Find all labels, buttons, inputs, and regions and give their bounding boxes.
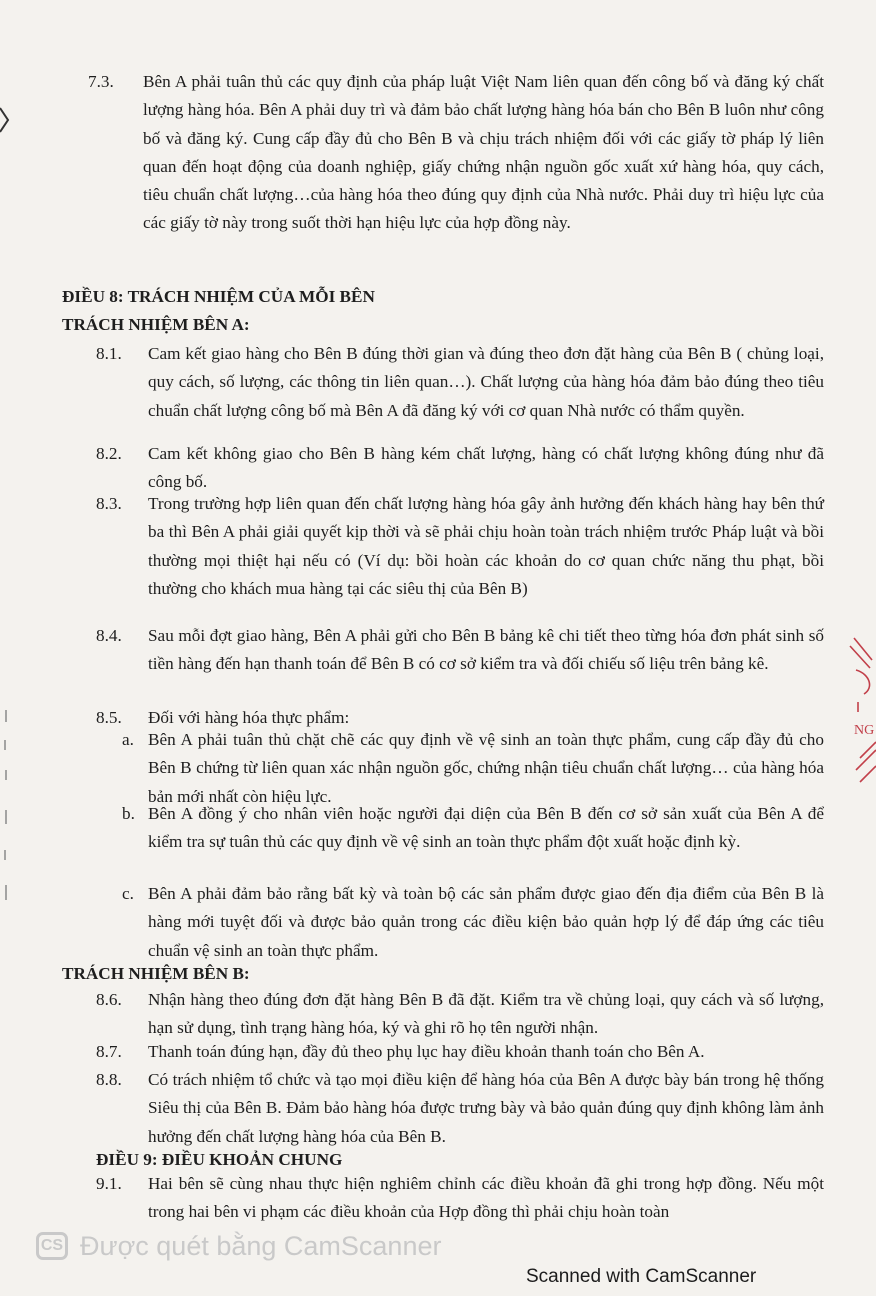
clause-number: a. — [122, 730, 134, 749]
clause-text: Nhận hàng theo đúng đơn đặt hàng Bên B đã đặt. Kiểm tra về chủng loại, quy cách và số lượng, hạn sử dụng, tình trạng hàng hóa, ký và ghi rõ họ tên người nhận. — [148, 990, 824, 1038]
clause-number: 8.7. — [96, 1042, 122, 1061]
clause-text: Hai bên sẽ cùng nhau thực hiện nghiêm chỉnh các điều khoản đã ghi trong hợp đồng. Nếu một trong hai bên vi phạm các điều khoản của Hợp đồng thì phải chịu hoàn toàn — [148, 1174, 824, 1222]
article-9-heading: ĐIỀU 9: ĐIỀU KHOẢN CHUNG — [96, 1150, 343, 1169]
clause-8-4 — [96, 622, 824, 679]
clause-number: 8.1. — [96, 344, 122, 363]
clause-7-3 — [88, 68, 824, 238]
clause-text: Cam kết giao hàng cho Bên B đúng thời gian và đúng theo đơn đặt hàng của Bên B ( chủng loại, quy cách, số lượng, các thông tin liên quan…). Chất lượng của hàng hóa đảm bảo đúng theo tiêu chuẩn chất lượng công bố mà Bên A đã đăng ký với cơ quan Nhà nước có thẩm quyền. — [148, 344, 824, 420]
clause-text: Sau mỗi đợt giao hàng, Bên A phải gửi cho Bên B bảng kê chi tiết theo từng hóa đơn phát sinh số tiền hàng đến hạn thanh toán để Bên B có cơ sở kiểm tra và đối chiếu số liệu trên bảng kê. — [148, 626, 824, 674]
clause-number: 8.2. — [96, 444, 122, 463]
clause-8-5-c — [122, 880, 824, 965]
clause-text: Có trách nhiệm tổ chức và tạo mọi điều kiện để hàng hóa của Bên A được bày bán trong hệ thống Siêu thị của Bên B. Đảm bảo hàng hóa được trưng bày và bảo quản đúng quy định không làm ảnh hưởng đến chất lượng hàng hóa của Bên B. — [148, 1070, 824, 1146]
clause-number: 8.3. — [96, 494, 122, 513]
clause-number: 7.3. — [88, 72, 114, 91]
watermark-text: Được quét bằng CamScanner — [80, 1230, 442, 1261]
clause-number: 9.1. — [96, 1174, 122, 1193]
clause-text: Bên A phải tuân thủ các quy định của pháp luật Việt Nam liên quan đến công bố và đăng ký chất lượng hàng hóa. Bên A phải duy trì và đảm bảo chất lượng hàng hóa bán cho Bên B luôn như công bố và đăng ký. Cung cấp đầy đủ cho Bên B và chịu trách nhiệm đối với các giấy tờ pháp lý liên quan đến hoạt động của doanh nghiệp, giấy chứng nhận nguồn gốc xuất xứ hàng hóa, quy cách, tiêu chuẩn chất lượng…của hàng hóa theo đúng quy định của Nhà nước. Phải duy trì hiệu lực của các giấy tờ này trong suốt thời hạn hiệu lực của hợp đồng này. — [143, 72, 824, 233]
clause-8-5-a — [122, 726, 824, 811]
clause-8-1 — [96, 340, 824, 425]
clause-number: c. — [122, 884, 134, 903]
clause-text: Bên A phải đảm bảo rằng bất kỳ và toàn bộ các sản phẩm được giao đến địa điểm của Bên B là hàng mới tuyệt đối và được bảo quản trong các điều kiện bảo quản hợp lý để đáp ứng các tiêu chuẩn vệ sinh an toàn thực phẩm. — [148, 884, 824, 960]
clause-8-2 — [96, 440, 824, 497]
clause-text: Thanh toán đúng hạn, đầy đủ theo phụ lục hay điều khoản thanh toán cho Bên A. — [148, 1042, 705, 1061]
party-a-responsibility-heading: TRÁCH NHIỆM BÊN A: — [62, 315, 250, 334]
clause-8-6 — [96, 986, 824, 1043]
party-b-responsibility-heading: TRÁCH NHIỆM BÊN B: — [62, 964, 250, 983]
stamp-fragment-icon — [842, 630, 876, 800]
clause-8-3 — [96, 490, 824, 603]
clause-number: 8.6. — [96, 990, 122, 1009]
clause-number: 8.8. — [96, 1070, 122, 1089]
clause-text: Đối với hàng hóa thực phẩm: — [148, 708, 350, 727]
camscanner-watermark — [36, 1228, 441, 1264]
scanned-with-label: Scanned with CamScanner — [526, 1266, 757, 1287]
clause-9-1 — [96, 1170, 824, 1227]
clause-8-7 — [96, 1038, 824, 1066]
svg-text:NG: NG — [854, 723, 875, 738]
clause-number: b. — [122, 804, 135, 823]
article-8-heading: ĐIỀU 8: TRÁCH NHIỆM CỦA MỖI BÊN — [62, 287, 375, 306]
left-edge-scan-marks — [0, 700, 14, 920]
left-edge-notch-icon — [0, 100, 10, 140]
clause-text: Trong trường hợp liên quan đến chất lượng hàng hóa gây ảnh hưởng đến khách hàng hay bên thứ ba thì Bên A phải giải quyết kịp thời và sẽ phải chịu hoàn toàn trách nhiệm trước Pháp luật và bồi thường mọi thiệt hại nếu có (Ví dụ: bồi hoàn các khoản do cơ quan chức năng thu phạt, bồi thường cho khách mua hàng tại các siêu thị của Bên B) — [148, 494, 824, 598]
clause-text: Bên A đồng ý cho nhân viên hoặc người đại diện của Bên B đến cơ sở sản xuất của Bên A để kiểm tra sự tuân thủ các quy định về vệ sinh an toàn thực phẩm đột xuất hoặc định kỳ. — [148, 804, 824, 852]
camscanner-logo-icon: CS — [36, 1232, 68, 1260]
clause-number: 8.4. — [96, 626, 122, 645]
clause-8-8 — [96, 1066, 824, 1151]
clause-number: 8.5. — [96, 708, 122, 727]
clause-text: Cam kết không giao cho Bên B hàng kém chất lượng, hàng có chất lượng không đúng như đã công bố. — [148, 444, 824, 492]
clause-text: Bên A phải tuân thủ chặt chẽ các quy định về vệ sinh an toàn thực phẩm, cung cấp đầy đủ cho Bên B chứng từ liên quan xác nhận nguồn gốc, chứng nhận tiêu chuẩn chất lượng… của hàng hóa bản mới nhất còn hiệu lực. — [148, 730, 824, 806]
clause-8-5-b — [122, 800, 824, 857]
